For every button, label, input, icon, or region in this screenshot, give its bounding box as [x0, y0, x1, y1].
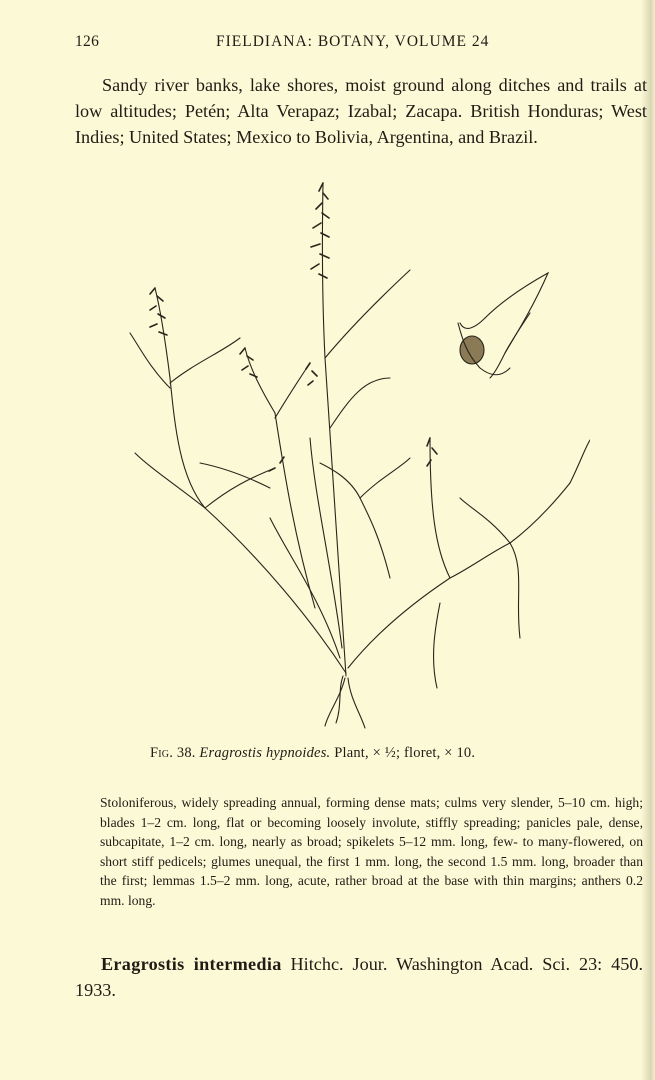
- distribution-paragraph: Sandy river banks, lake shores, moist ground along ditches and trails at low altitudes; Petén; Alta Verapaz; Izabal; Zacapa. British Honduras; West Indies; United States; Mexico to Bolivia, Argentina, and Brazil.: [75, 75, 647, 147]
- description-paragraph: Stoloniferous, widely spreading annual, forming dense mats; culms very slender, 5–10 cm. high; blades 1–2 cm. long, flat or becoming loosely involute, stiffly spreading; panicles pale, dense, subcapitate, 1–2 cm. long, nearly as broad; spikelets 5–12 mm. long, few- to many-flowered, on short stiff pedicels; glumes unequal, the first 1 mm. long, the second 1.5 mm. long, broader than the first; lemmas 1.5–2 mm. long, acute, rather broad at the base with thin margins; anthers 0.2 mm. long.: [100, 795, 643, 908]
- main-plant-drawing: [130, 183, 590, 728]
- plant-illustration: [110, 178, 590, 734]
- species-description: [100, 793, 643, 910]
- next-species-entry: [75, 951, 643, 1003]
- running-head: FIELDIANA: BOTANY, VOLUME 24: [216, 33, 490, 50]
- taxon-citation: Hitchc. Jour. Washington Acad. Sci. 23: 450. 1933.: [75, 954, 643, 1000]
- figure-species: Eragrostis hypnoides.: [199, 745, 331, 761]
- taxon-name: Eragrostis intermedia: [101, 954, 282, 974]
- entry-paragraph: [75, 951, 643, 1003]
- figure-scale: Plant, × ½; floret, × 10.: [334, 745, 476, 761]
- page-edge-shadow: [641, 0, 655, 1080]
- floret-detail-drawing: [458, 273, 548, 378]
- figure-caption: [150, 745, 590, 762]
- page-number: 126: [75, 33, 100, 50]
- distribution-text: [75, 72, 647, 150]
- figure-number: Fig. 38.: [150, 745, 196, 761]
